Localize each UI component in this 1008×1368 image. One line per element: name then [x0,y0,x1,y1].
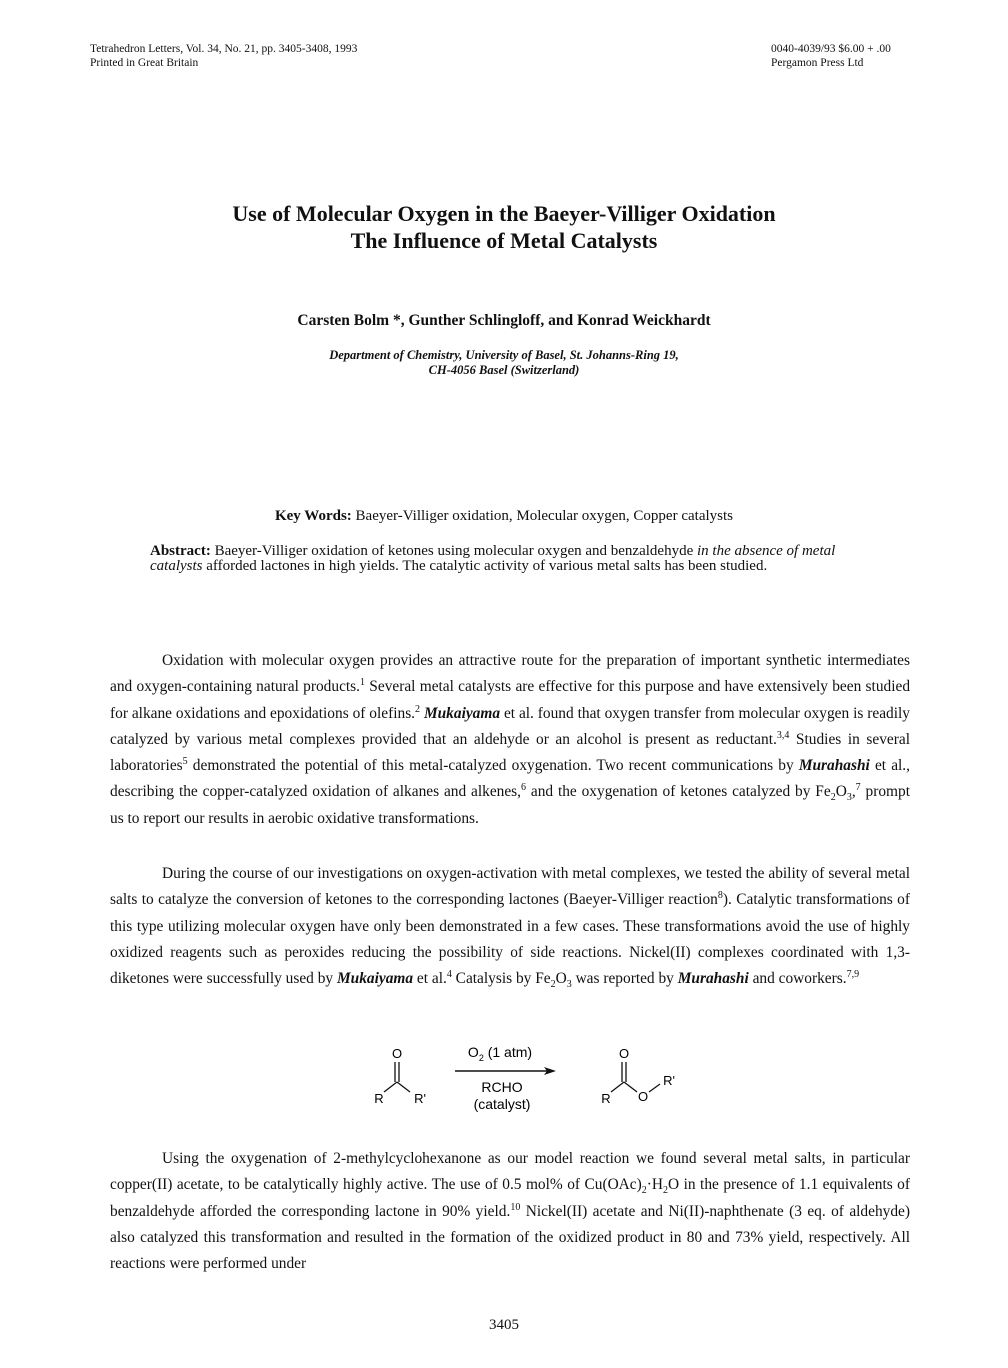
price-code: 0040-4039/93 $6.00 + .00 [771,43,891,55]
para3-text: Nickel(II) acetate and Ni(II)-naphthenate (3 eq. of aldehyde) also catalyzed this transformation and resulted in the formation of the oxidized product in 80 and 73% yield, respectively. All reactions were performed under [110,1202,910,1273]
para1-text: et al. found that oxygen transfer from molecular oxygen is readily catalyzed by various metal complexes provided that an aldehyde or an alcohol is present as reductant. [110,704,910,748]
subscript: 2 [830,792,836,804]
subscript: 3 [846,792,852,804]
para1-text: O [835,783,847,801]
reaction-conditions [455,1044,556,1112]
subscript: 2 [641,1185,647,1197]
citation-ref: 10 [510,1201,521,1213]
journal-citation: Tetrahedron Letters, Vol. 34, No. 21, pp. 3405-3408, 1993 [90,43,358,55]
single-bond [624,1082,637,1092]
running-header-left [90,42,357,70]
single-bond [649,1084,660,1092]
oxygen-reagent: $O_2$ (1 atm) [467,1044,533,1063]
para1-text: Oxidation with molecular oxygen provides an attractive route for the preparation of important synthetic intermediates and oxygen-containing natural products. [110,652,910,696]
ester-carbonyl-oxygen-label: O [618,1046,630,1061]
para3-text: O in the presence of 1.1 equivalents of benzaldehyde afforded the corresponding lactone in 90% yield. [110,1176,911,1220]
keywords-text: Baeyer-Villiger oxidation, Molecular oxygen, Copper catalysts [355,508,733,524]
para1-text: demonstrated the potential of this metal-catalyzed oxygenation. Two recent communications by [187,757,799,775]
citation-ref: 4 [446,969,452,981]
abstract-label: Abstract: [150,543,211,559]
para1-text: and the oxygenation of ketones catalyzed by Fe [526,783,831,801]
r-prime-label: R' [663,1073,675,1088]
para2-text: et al. [413,970,447,988]
paragraph-2 [110,861,910,992]
subscript: 3 [566,979,572,991]
citation-ref: 5 [182,756,188,768]
citation-ref: 7,9 [846,969,860,981]
para3-text: ·H [646,1176,664,1194]
para1-text: prompt us to report our results in aerobic oxidative transformations. [110,783,910,827]
catalyst-label: (catalyst) [473,1096,531,1112]
para1-text: Several metal catalysts are effective for this purpose and have extensively been studied for alkane oxidations and epoxidations of olefins. [110,678,911,722]
citation-ref: 8 [717,890,723,902]
keywords [0,508,1008,525]
abstract-emphasis: in the absence of metal catalysts [150,543,836,574]
publisher: Pergamon Press Ltd [771,57,864,69]
ester-oxygen-label: O [637,1089,649,1104]
title-line-2: The Influence of Metal Catalysts [350,228,658,253]
citation-ref: 1 [360,677,366,689]
abstract-text-2: afforded lactones in high yields. The catalytic activity of various metal salts has been studied. [206,558,768,574]
para2-text: was reported by [571,970,678,988]
para2-text: ). Catalytic transformations of this type utilizing molecular oxygen have only been demonstrated in a few cases. These transformations avoid the use of highly oxidized reagents such as peroxides reducing the possibility of side reactions. Nickel(II) complexes coordinated with 1,3-diketones were successfully used by [110,891,910,988]
para2-text: and coworkers. [748,970,847,988]
subscript: 2 [550,979,556,991]
abstract-text-1: Baeyer-Villiger oxidation of ketones using molecular oxygen and benzaldehyde [214,543,694,559]
single-bond [397,1082,410,1092]
author-name: Mukaiyama [336,970,414,988]
r-group-label: R [601,1091,611,1106]
author-name: Mukaiyama [423,704,501,722]
citation-ref: 7 [855,782,861,794]
paragraph-1 [110,648,910,832]
reaction-scheme [360,1040,720,1125]
r-group-label: R [374,1091,384,1106]
affiliation-line-1: Department of Chemistry, University of Basel, St. Johanns-Ring 19, [329,348,679,362]
running-header-right [771,42,931,70]
author-name: Murahashi [798,757,870,775]
citation-ref: 2 [415,703,421,715]
affiliation [0,348,1008,378]
title-line-1: Use of Molecular Oxygen in the Baeyer-Villiger Oxidation [232,201,776,226]
subscript: 2 [663,1185,669,1197]
article-title [0,200,1008,254]
affiliation-line-2: CH-4056 Basel (Switzerland) [428,363,580,377]
para2-text: O [555,970,567,988]
para2-text: Catalysis by Fe [451,970,551,988]
printed-location: Printed in Great Britain [90,57,199,69]
abstract [150,544,870,574]
para2-text: During the course of our investigations on oxygen-activation with metal complexes, we tested the ability of several metal salts to catalyze the conversion of ketones to the corresponding lactones (Baeyer-Villiger reaction [110,865,910,909]
aldehyde-reagent: RCHO [481,1079,523,1095]
single-bond [611,1082,624,1092]
citation-ref: 6 [521,782,527,794]
para3-text: Using the oxygenation of 2-methylcyclohexanone as our model reaction we found several metal salts, in particular copper(II) acetate, to be catalytically highly active. The use of 0.5 mol% of Cu(OAc) [110,1150,910,1194]
reactant-ketone [374,1046,426,1106]
product-ester [601,1046,675,1106]
author-list: Carsten Bolm *, Gunther Schlingloff, and Konrad Weickhardt [297,312,711,329]
page-number: 3405 [489,1317,519,1333]
keywords-label: Key Words: [274,508,352,524]
ketone-oxygen-label: O [391,1046,403,1061]
citation-ref: 3,4 [776,729,790,741]
para1-text: Studies in several laboratories [110,730,910,775]
para1-text: et al., describing the copper-catalyzed oxidation of alkanes and alkenes, [110,757,911,801]
r-prime-label: R' [414,1091,426,1106]
para1-text: , [851,783,856,801]
paragraph-3 [110,1146,910,1277]
author-name: Murahashi [677,970,749,988]
single-bond [384,1082,397,1092]
